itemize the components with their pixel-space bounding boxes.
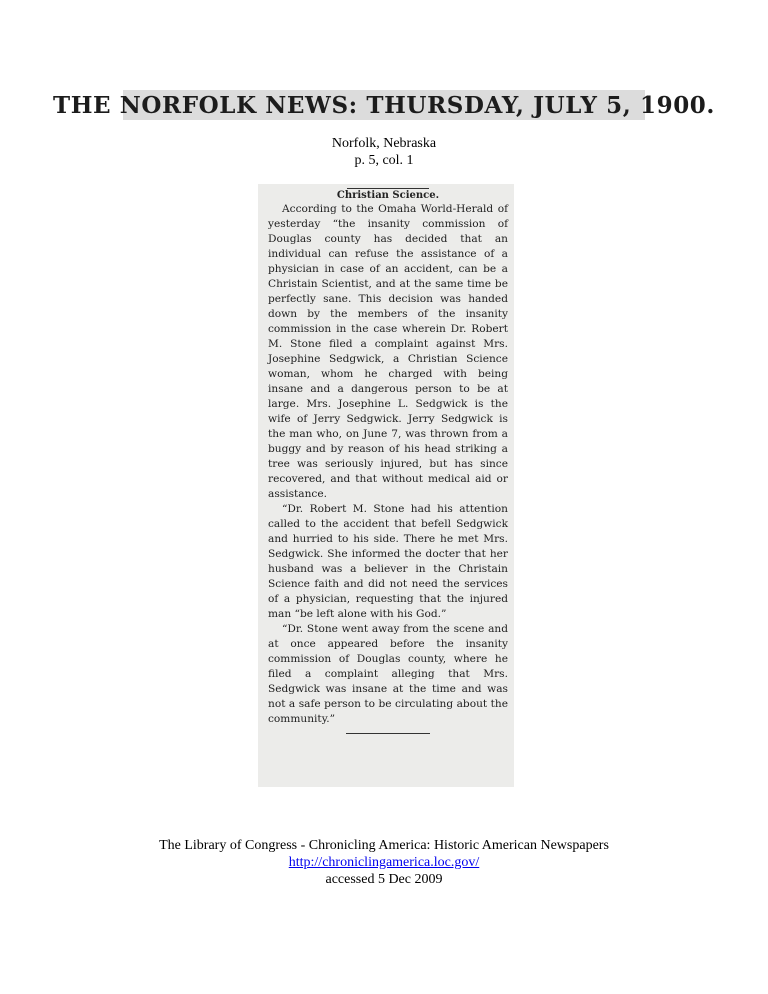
top-rule <box>347 188 429 189</box>
page-column-line: p. 5, col. 1 <box>354 153 414 168</box>
article-paragraph: According to the Omaha World-Herald of yesterday “the insanity commission of Douglas county has decided that an individual can refuse the assistance of a physician in case of an accident, can be a Christain Scientist, and at the same time be perfectly sane. This decision was handed down by the members of the insanity commission in the case wherein Dr. Robert M. Stone filed a complaint against Mrs. Josephine Sedgwick, a Christian Science woman, whom he charged with being insane and a dangerous person to be at large. Mrs. Josephine L. Sedgwick is the wife of Jerry Sedgwick. Jerry Sedgwick is the man who, on June 7, was thrown from a buggy and by reason of his head striking a tree was seriously injured, but has since recovered, and that without medical aid or assistance. <box>268 203 508 500</box>
location-line: Norfolk, Nebraska <box>331 136 437 151</box>
citation-footer <box>0 837 768 888</box>
newspaper-clipping <box>258 184 514 787</box>
masthead-title: THE NORFOLK NEWS: THURSDAY, JULY 5, 1900. <box>52 91 716 119</box>
newspaper-masthead <box>52 90 716 120</box>
source-url-link[interactable]: http://chroniclingamerica.loc.gov/ <box>288 855 480 870</box>
accessed-date: accessed 5 Dec 2009 <box>325 872 443 887</box>
source-line: The Library of Congress - Chronicling America: Historic American Newspapers <box>159 838 609 853</box>
bottom-rule <box>346 733 430 734</box>
article-body <box>268 202 508 727</box>
article-headline: Christian Science. <box>336 190 440 201</box>
article-paragraph: “Dr. Robert M. Stone had his attention called to the accident that befell Sedgwick and hurried to his side. There he met Mrs. Sedgwick. She informed the docter that her husband was a believer in the Christain Science faith and did not need the services of a physician, requesting that the injured man “be left alone with his God.” <box>268 503 508 620</box>
article-paragraph: “Dr. Stone went away from the scene and at once appeared before the insanity commission of Douglas county, where he filed a complaint alleging that Mrs. Sedgwick was insane at the time and was not a safe person to be circulating about the community.” <box>268 623 508 725</box>
